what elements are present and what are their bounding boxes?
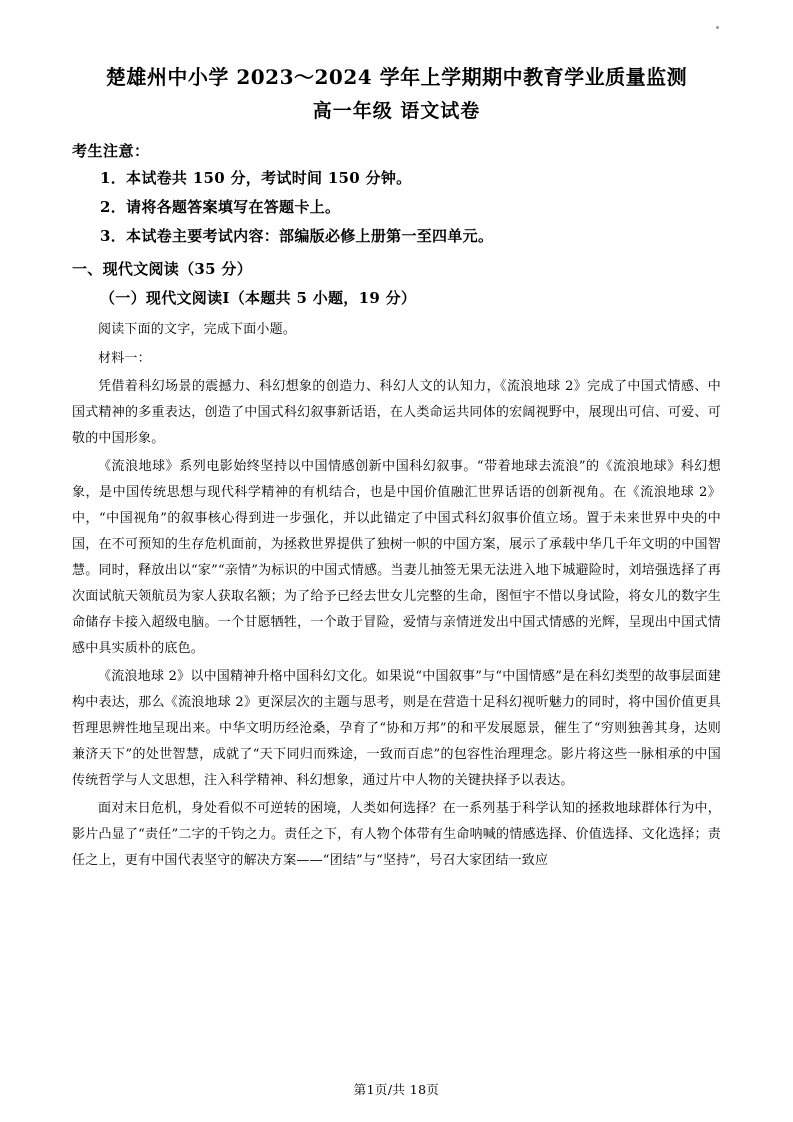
- body-paragraph: 《流浪地球》系列电影始终坚持以中国情感创新中国科幻叙事。“带着地球去流浪”的《流浪地球》科幻想象，是中国传统思想与现代科学精神的有机结合，也是中国价值融汇世界话语的创新视角。在《流浪地球 2》中，“中国视角”的叙事核心得到进一步强化，并以此锚定了中国式科幻叙事价值立场。置于未来世界中央的中国，在不可预知的生存危机面前，为拯救世界提供了独树一帜的中国方案，展示了承载中华几千年文明的中国智慧。同时，释放出以“家”“亲情”为标识的中国式情感。当妻儿抽签无果无法进入地下城避险时，刘培强选择了再次面试航天领航员为家人获取名额；为了给予已经去世女儿完整的生命，图恒宇不惜以身试险，将女儿的数字生命储存卡接入超级电脑。一个甘愿牺牲，一个敢于冒险，爱情与亲情迸发出中国式情感的光辉，呈现出中国式情感中具实质朴的底色。: [72, 459, 721, 657]
- page-subtitle: 高一年级 语文试卷: [312, 100, 481, 122]
- section-heading: 一、现代文阅读（35 分）: [72, 260, 252, 279]
- notice-item: 2．请将各题答案填写在答题卡上。: [100, 198, 341, 217]
- page-footer: 第1页/共 18页: [353, 1082, 440, 1097]
- body-paragraph: 面对末日危机，身处看似不可逆转的困境，人类如何选择？在一系列基于科学认知的拯救地球群体行为中，影片凸显了“责任”二字的千钧之力。责任之下，有人物个体带有生命呐喊的情感选择、价值选择、文化选择；责任之上，更有中国代表坚守的解决方案——“团结”与“坚持”，号召大家团结一致应: [72, 801, 721, 869]
- material-label: 材料一：: [98, 351, 151, 367]
- body-paragraph: 凭借着科幻场景的震撼力、科幻想象的创造力、科幻人文的认知力，《流浪地球 2》完成了中国式情感、中国式精神的多重表达，创造了中国式科幻叙事新话语，在人类命运共同体的宏阔视野中，展现出可信、可爱、可敬的中国形象。: [72, 379, 721, 447]
- notice-heading: 考生注意：: [72, 142, 150, 161]
- notice-item: 3．本试卷主要考试内容：部编版必修上册第一至四单元。: [100, 227, 494, 246]
- subsection-heading: （一）现代文阅读Ⅰ（本题共 5 小题，19 分）: [100, 289, 417, 308]
- notice-item: 1．本试卷共 150 分，考试时间 150 分钟。: [100, 169, 412, 188]
- page-title: 楚雄州中小学 2023～2024 学年上学期期中教育学业质量监测: [105, 65, 688, 89]
- page-corner-mark: [716, 26, 719, 29]
- reading-instruction: 阅读下面的文字，完成下面小题。: [98, 322, 297, 338]
- body-paragraph: 《流浪地球 2》以中国精神升格中国科幻文化。如果说“中国叙事”与“中国情感”是在科幻类型的故事层面建构中表达，那么《流浪地球 2》更深层次的主题与思考，则是在营造十足科幻视听魅力的同时，将中国价值更具哲理思辨性地呈现出来。中华文明历经沧桑，孕育了“协和万邦”的和平发展愿景，催生了“穷则独善其身，达则兼济天下”的处世智慧，成就了“天下同归而殊途，一致而百虑”的包容性治理理念。影片将这些一脉相承的中国传统哲学与人文思想，注入科学精神、科幻想象，通过片中人物的关键抉择予以表达。: [72, 669, 721, 789]
